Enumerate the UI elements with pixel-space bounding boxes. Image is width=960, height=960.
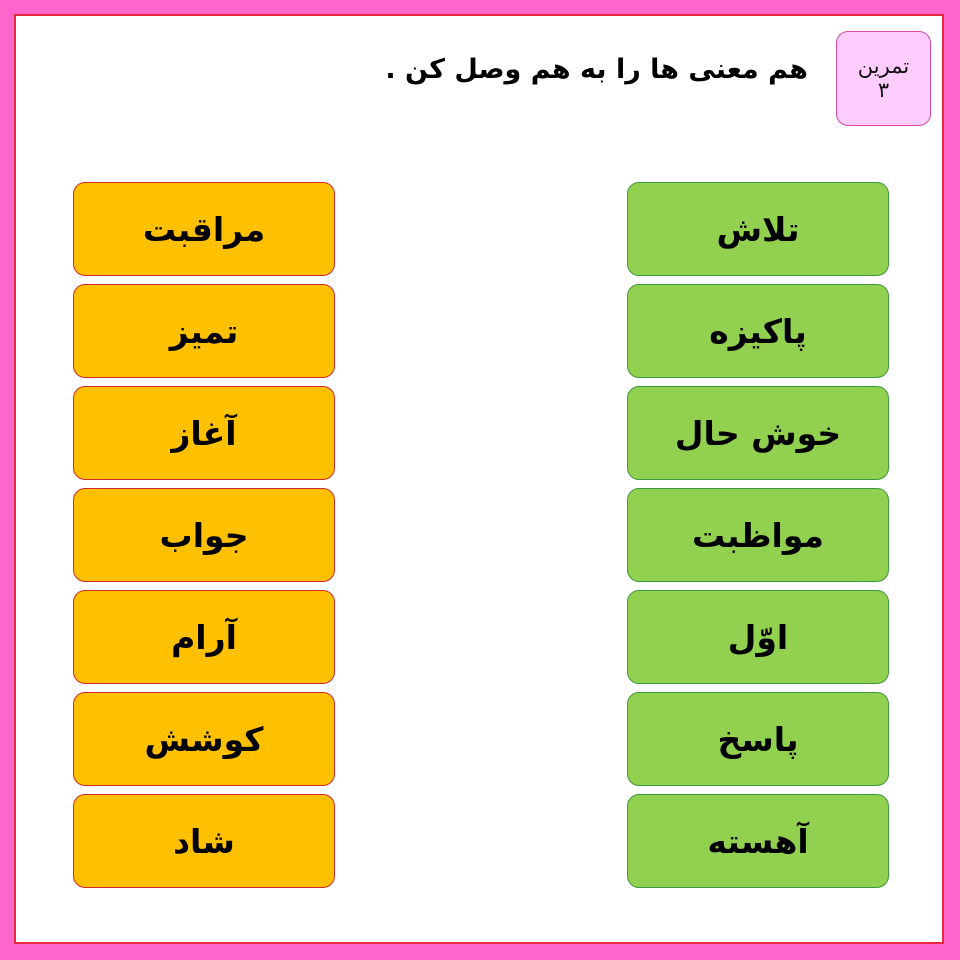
- instruction-text: هم معنی ها را به هم وصل کن .: [385, 54, 808, 85]
- left-word-card[interactable]: کوشش: [73, 692, 335, 786]
- left-word-card[interactable]: تمیز: [73, 284, 335, 378]
- right-word-card[interactable]: مواظبت: [627, 488, 889, 582]
- exercise-number: ۳: [877, 77, 890, 102]
- left-word-column: [73, 182, 335, 896]
- right-word-card[interactable]: پاسخ: [627, 692, 889, 786]
- right-word-card[interactable]: تلاش: [627, 182, 889, 276]
- left-word-card[interactable]: جواب: [73, 488, 335, 582]
- exercise-badge: [836, 31, 931, 126]
- right-word-card[interactable]: پاکیزه: [627, 284, 889, 378]
- right-word-column: [627, 182, 889, 896]
- exercise-label: تمرین: [857, 54, 910, 79]
- left-word-card[interactable]: شاد: [73, 794, 335, 888]
- left-word-card[interactable]: آغاز: [73, 386, 335, 480]
- right-word-card[interactable]: خوش حال: [627, 386, 889, 480]
- right-word-card[interactable]: آهسته: [627, 794, 889, 888]
- worksheet-page: [14, 14, 944, 944]
- left-word-card[interactable]: آرام: [73, 590, 335, 684]
- right-word-card[interactable]: اوّل: [627, 590, 889, 684]
- left-word-card[interactable]: مراقبت: [73, 182, 335, 276]
